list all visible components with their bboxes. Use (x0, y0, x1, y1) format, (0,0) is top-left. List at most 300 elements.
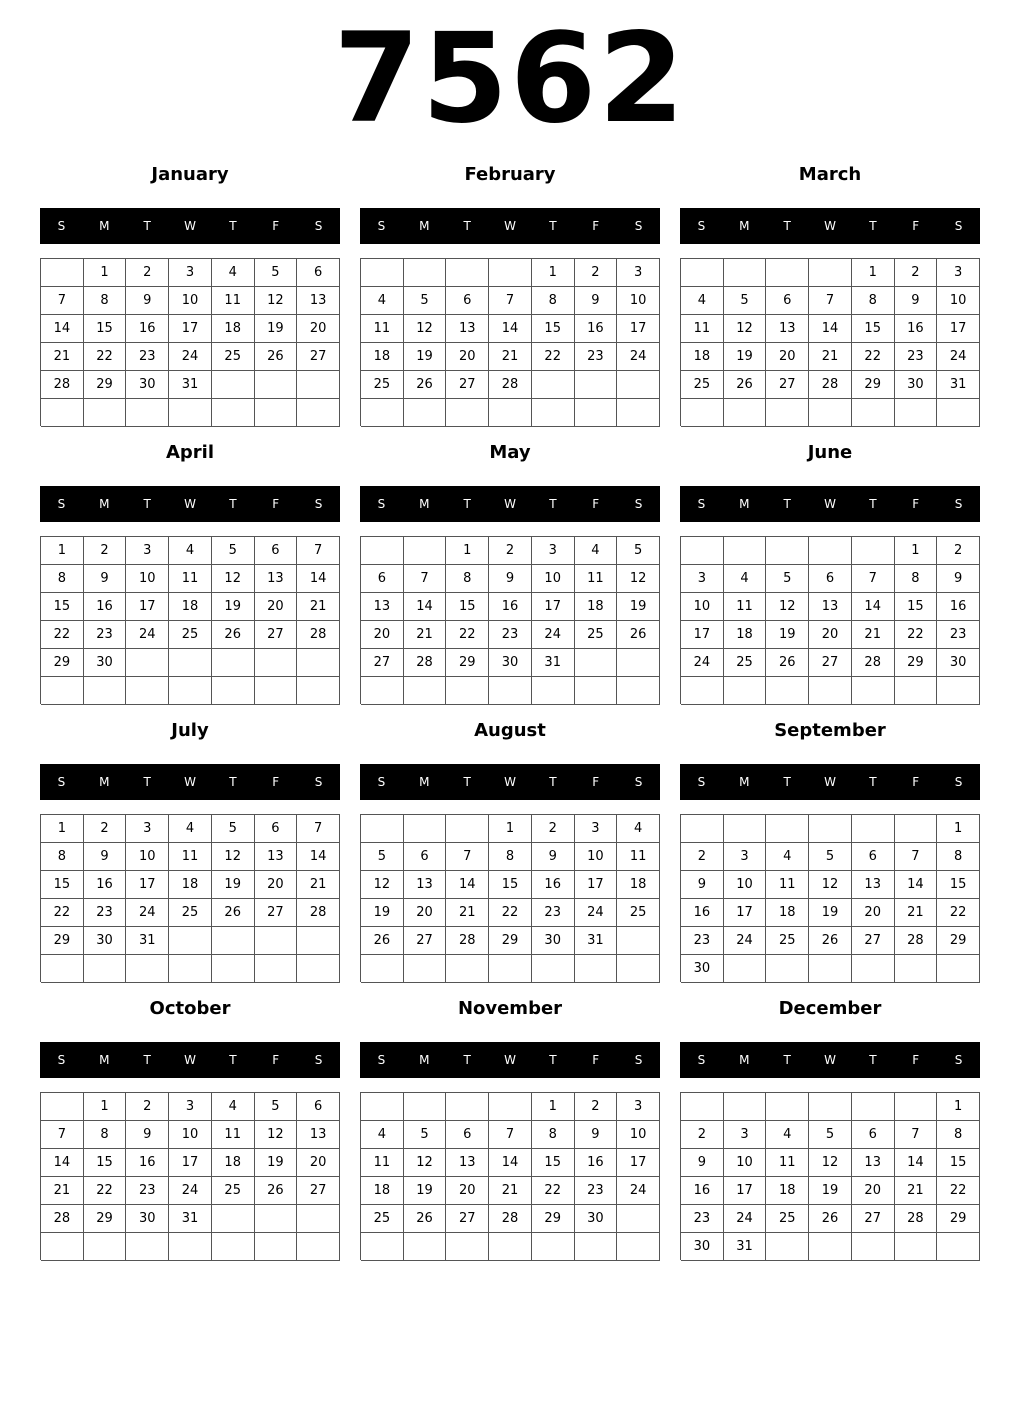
empty-cell (681, 537, 724, 565)
day-cell: 9 (575, 1121, 618, 1149)
day-cell: 18 (361, 1177, 404, 1205)
empty-cell (212, 677, 255, 705)
day-cell: 24 (724, 1205, 767, 1233)
day-cell: 27 (852, 1205, 895, 1233)
weekday-header (680, 764, 980, 800)
day-cell: 1 (446, 537, 489, 565)
day-cell: 10 (681, 593, 724, 621)
day-grid (360, 258, 660, 426)
weekday-label: S (634, 219, 643, 233)
weekday-label: F (272, 775, 280, 789)
day-cell: 9 (532, 843, 575, 871)
day-cell: 25 (169, 621, 212, 649)
day-cell: 25 (212, 343, 255, 371)
day-cell: 4 (212, 259, 255, 287)
day-cell: 17 (532, 593, 575, 621)
empty-cell (809, 955, 852, 983)
day-cell: 14 (489, 315, 532, 343)
month-name: December (778, 998, 882, 1019)
day-cell: 9 (681, 1149, 724, 1177)
day-cell: 12 (617, 565, 660, 593)
month-august (360, 718, 660, 988)
weekday-label: T (143, 775, 151, 789)
day-cell: 13 (255, 843, 298, 871)
day-cell: 13 (446, 315, 489, 343)
day-cell: 5 (809, 1121, 852, 1149)
day-cell: 16 (126, 1149, 169, 1177)
empty-cell (766, 815, 809, 843)
day-cell: 10 (126, 843, 169, 871)
weekday-label: T (869, 775, 877, 789)
day-cell: 10 (617, 1121, 660, 1149)
day-cell: 7 (446, 843, 489, 871)
weekday-label: M (419, 497, 430, 511)
day-cell: 15 (489, 871, 532, 899)
empty-cell (126, 1233, 169, 1261)
empty-cell (532, 677, 575, 705)
empty-cell (532, 955, 575, 983)
day-cell: 13 (297, 1121, 340, 1149)
month-april (40, 440, 340, 710)
weekday-label: S (954, 1053, 963, 1067)
day-cell: 26 (255, 1177, 298, 1205)
day-cell: 19 (404, 1177, 447, 1205)
weekday-label: T (463, 219, 471, 233)
empty-cell (489, 1093, 532, 1121)
day-cell: 26 (404, 1205, 447, 1233)
empty-cell (724, 399, 767, 427)
day-cell: 18 (169, 871, 212, 899)
day-cell: 7 (809, 287, 852, 315)
day-cell: 13 (766, 315, 809, 343)
empty-cell (212, 1205, 255, 1233)
empty-cell (84, 955, 127, 983)
weekday-label: S (377, 775, 386, 789)
empty-cell (617, 371, 660, 399)
day-cell: 18 (361, 343, 404, 371)
month-september (680, 718, 980, 988)
weekday-header (680, 486, 980, 522)
day-cell: 15 (532, 1149, 575, 1177)
weekday-label: T (143, 1053, 151, 1067)
weekday-label: W (824, 497, 836, 511)
day-cell: 27 (297, 1177, 340, 1205)
day-cell: 8 (41, 843, 84, 871)
empty-cell (724, 259, 767, 287)
month-november (360, 996, 660, 1266)
day-cell: 16 (937, 593, 980, 621)
day-cell: 4 (766, 1121, 809, 1149)
day-cell: 7 (297, 815, 340, 843)
day-cell: 4 (724, 565, 767, 593)
day-cell: 27 (852, 927, 895, 955)
day-cell: 10 (126, 565, 169, 593)
day-cell: 23 (84, 621, 127, 649)
day-cell: 26 (361, 927, 404, 955)
day-grid (360, 814, 660, 982)
empty-cell (724, 537, 767, 565)
day-cell: 26 (724, 371, 767, 399)
day-cell: 8 (489, 843, 532, 871)
empty-cell (361, 399, 404, 427)
day-cell: 1 (84, 259, 127, 287)
empty-cell (404, 677, 447, 705)
empty-cell (724, 955, 767, 983)
day-cell: 25 (212, 1177, 255, 1205)
month-name: July (171, 720, 209, 741)
day-cell: 4 (681, 287, 724, 315)
empty-cell (41, 677, 84, 705)
weekday-label: W (184, 1053, 196, 1067)
day-cell: 22 (532, 1177, 575, 1205)
weekday-label: T (783, 497, 791, 511)
empty-cell (255, 927, 298, 955)
day-cell: 11 (575, 565, 618, 593)
weekday-label: T (869, 219, 877, 233)
empty-cell (361, 815, 404, 843)
day-cell: 20 (446, 1177, 489, 1205)
day-cell: 5 (404, 1121, 447, 1149)
day-cell: 1 (84, 1093, 127, 1121)
empty-cell (212, 371, 255, 399)
day-cell: 7 (489, 1121, 532, 1149)
day-cell: 18 (766, 899, 809, 927)
empty-cell (297, 677, 340, 705)
weekday-label: S (634, 775, 643, 789)
weekday-label: T (783, 219, 791, 233)
day-cell: 22 (84, 1177, 127, 1205)
day-cell: 7 (41, 287, 84, 315)
day-cell: 30 (937, 649, 980, 677)
weekday-label: W (504, 1053, 516, 1067)
day-cell: 13 (852, 1149, 895, 1177)
empty-cell (809, 677, 852, 705)
day-cell: 15 (41, 871, 84, 899)
weekday-label: M (739, 1053, 750, 1067)
day-cell: 23 (937, 621, 980, 649)
day-cell: 21 (489, 343, 532, 371)
empty-cell (41, 955, 84, 983)
day-cell: 12 (255, 1121, 298, 1149)
empty-cell (446, 399, 489, 427)
day-cell: 29 (895, 649, 938, 677)
empty-cell (446, 1233, 489, 1261)
day-cell: 7 (895, 843, 938, 871)
weekday-label: M (419, 1053, 430, 1067)
day-cell: 28 (809, 371, 852, 399)
day-cell: 6 (446, 1121, 489, 1149)
empty-cell (766, 1093, 809, 1121)
empty-cell (575, 955, 618, 983)
day-cell: 23 (681, 927, 724, 955)
day-cell: 10 (169, 1121, 212, 1149)
month-may (360, 440, 660, 710)
day-cell: 23 (575, 1177, 618, 1205)
day-cell: 27 (255, 899, 298, 927)
day-cell: 11 (766, 871, 809, 899)
day-cell: 19 (724, 343, 767, 371)
day-cell: 9 (937, 565, 980, 593)
empty-cell (169, 927, 212, 955)
empty-cell (255, 371, 298, 399)
weekday-label: M (99, 1053, 110, 1067)
day-cell: 13 (809, 593, 852, 621)
day-cell: 2 (575, 1093, 618, 1121)
weekday-label: W (184, 497, 196, 511)
day-cell: 24 (169, 1177, 212, 1205)
day-cell: 20 (809, 621, 852, 649)
empty-cell (255, 677, 298, 705)
empty-cell (255, 1205, 298, 1233)
day-cell: 11 (681, 315, 724, 343)
day-cell: 8 (937, 1121, 980, 1149)
day-cell: 26 (212, 621, 255, 649)
empty-cell (212, 955, 255, 983)
empty-cell (895, 1233, 938, 1261)
day-grid (680, 536, 980, 704)
empty-cell (895, 955, 938, 983)
day-cell: 19 (404, 343, 447, 371)
day-cell: 10 (617, 287, 660, 315)
day-cell: 24 (575, 899, 618, 927)
day-cell: 10 (937, 287, 980, 315)
weekday-label: T (229, 219, 237, 233)
day-cell: 31 (169, 1205, 212, 1233)
day-cell: 4 (617, 815, 660, 843)
day-cell: 16 (532, 871, 575, 899)
day-cell: 25 (681, 371, 724, 399)
day-cell: 8 (895, 565, 938, 593)
weekday-header (360, 208, 660, 244)
day-cell: 3 (126, 537, 169, 565)
day-cell: 3 (937, 259, 980, 287)
day-cell: 17 (126, 593, 169, 621)
day-cell: 7 (852, 565, 895, 593)
day-cell: 29 (532, 1205, 575, 1233)
day-cell: 9 (681, 871, 724, 899)
empty-cell (404, 399, 447, 427)
empty-cell (361, 677, 404, 705)
empty-cell (724, 677, 767, 705)
day-cell: 22 (446, 621, 489, 649)
empty-cell (41, 1093, 84, 1121)
empty-cell (681, 815, 724, 843)
day-cell: 29 (41, 927, 84, 955)
day-cell: 23 (532, 899, 575, 927)
empty-cell (361, 259, 404, 287)
empty-cell (681, 1093, 724, 1121)
empty-cell (212, 1233, 255, 1261)
day-cell: 5 (404, 287, 447, 315)
day-cell: 4 (212, 1093, 255, 1121)
day-cell: 4 (169, 815, 212, 843)
empty-cell (446, 955, 489, 983)
day-cell: 9 (84, 843, 127, 871)
month-name: August (474, 720, 546, 741)
weekday-label: T (549, 1053, 557, 1067)
month-name: February (464, 164, 556, 185)
day-cell: 21 (297, 593, 340, 621)
day-cell: 21 (41, 1177, 84, 1205)
day-cell: 25 (169, 899, 212, 927)
empty-cell (446, 259, 489, 287)
empty-cell (126, 677, 169, 705)
weekday-header (40, 208, 340, 244)
day-cell: 17 (617, 315, 660, 343)
weekday-label: S (634, 1053, 643, 1067)
empty-cell (84, 1233, 127, 1261)
day-cell: 18 (169, 593, 212, 621)
day-grid (680, 814, 980, 982)
day-cell: 25 (766, 927, 809, 955)
weekday-label: S (954, 219, 963, 233)
day-grid (360, 536, 660, 704)
day-cell: 9 (126, 287, 169, 315)
day-cell: 28 (404, 649, 447, 677)
weekday-label: F (592, 1053, 600, 1067)
day-cell: 16 (681, 899, 724, 927)
day-cell: 6 (361, 565, 404, 593)
day-cell: 19 (766, 621, 809, 649)
weekday-header (40, 1042, 340, 1078)
weekday-label: T (783, 775, 791, 789)
day-cell: 2 (532, 815, 575, 843)
day-cell: 20 (361, 621, 404, 649)
day-cell: 29 (937, 1205, 980, 1233)
day-cell: 16 (575, 1149, 618, 1177)
empty-cell (575, 677, 618, 705)
day-grid (40, 814, 340, 982)
day-cell: 19 (255, 315, 298, 343)
empty-cell (297, 649, 340, 677)
day-cell: 15 (84, 1149, 127, 1177)
day-cell: 15 (84, 315, 127, 343)
day-cell: 22 (532, 343, 575, 371)
day-cell: 26 (809, 1205, 852, 1233)
month-july (40, 718, 340, 988)
empty-cell (937, 955, 980, 983)
weekday-label: F (912, 1053, 920, 1067)
day-cell: 14 (809, 315, 852, 343)
empty-cell (404, 259, 447, 287)
day-cell: 22 (84, 343, 127, 371)
day-cell: 29 (446, 649, 489, 677)
empty-cell (126, 955, 169, 983)
weekday-header (680, 1042, 980, 1078)
month-october (40, 996, 340, 1266)
day-cell: 23 (489, 621, 532, 649)
month-name: April (165, 442, 215, 463)
weekday-label: T (229, 775, 237, 789)
weekday-label: S (697, 775, 706, 789)
day-cell: 1 (937, 1093, 980, 1121)
day-cell: 6 (852, 843, 895, 871)
day-cell: 17 (937, 315, 980, 343)
empty-cell (404, 955, 447, 983)
day-cell: 24 (681, 649, 724, 677)
empty-cell (809, 815, 852, 843)
day-cell: 2 (895, 259, 938, 287)
day-cell: 11 (766, 1149, 809, 1177)
day-cell: 24 (937, 343, 980, 371)
day-cell: 4 (766, 843, 809, 871)
day-cell: 29 (84, 1205, 127, 1233)
day-cell: 8 (84, 287, 127, 315)
weekday-label: S (57, 497, 66, 511)
empty-cell (532, 371, 575, 399)
day-cell: 20 (766, 343, 809, 371)
empty-cell (297, 1205, 340, 1233)
day-cell: 18 (212, 315, 255, 343)
weekday-label: M (739, 497, 750, 511)
day-cell: 8 (937, 843, 980, 871)
weekday-label: W (184, 219, 196, 233)
empty-cell (766, 259, 809, 287)
day-cell: 29 (852, 371, 895, 399)
day-cell: 12 (809, 871, 852, 899)
empty-cell (895, 815, 938, 843)
day-cell: 21 (852, 621, 895, 649)
day-cell: 30 (84, 649, 127, 677)
day-cell: 23 (126, 343, 169, 371)
day-cell: 13 (361, 593, 404, 621)
day-cell: 24 (617, 1177, 660, 1205)
day-cell: 1 (532, 1093, 575, 1121)
weekday-header (40, 486, 340, 522)
empty-cell (937, 1233, 980, 1261)
day-cell: 16 (126, 315, 169, 343)
day-cell: 6 (809, 565, 852, 593)
day-cell: 28 (41, 371, 84, 399)
weekday-label: S (57, 1053, 66, 1067)
empty-cell (852, 955, 895, 983)
weekday-label: F (912, 219, 920, 233)
day-cell: 19 (617, 593, 660, 621)
day-cell: 10 (724, 871, 767, 899)
day-cell: 24 (724, 927, 767, 955)
day-cell: 23 (681, 1205, 724, 1233)
empty-cell (575, 1233, 618, 1261)
empty-cell (404, 1233, 447, 1261)
day-cell: 27 (446, 371, 489, 399)
day-cell: 26 (766, 649, 809, 677)
weekday-label: S (314, 219, 323, 233)
day-cell: 14 (446, 871, 489, 899)
empty-cell (212, 927, 255, 955)
day-cell: 3 (169, 1093, 212, 1121)
empty-cell (255, 649, 298, 677)
empty-cell (489, 1233, 532, 1261)
day-cell: 31 (126, 927, 169, 955)
day-grid (40, 258, 340, 426)
weekday-label: W (504, 497, 516, 511)
empty-cell (169, 649, 212, 677)
day-cell: 27 (809, 649, 852, 677)
day-cell: 5 (724, 287, 767, 315)
day-cell: 2 (126, 1093, 169, 1121)
day-cell: 22 (937, 1177, 980, 1205)
month-name: January (151, 164, 229, 185)
day-cell: 25 (766, 1205, 809, 1233)
day-cell: 15 (41, 593, 84, 621)
empty-cell (255, 955, 298, 983)
weekday-header (680, 208, 980, 244)
day-cell: 20 (255, 593, 298, 621)
day-cell: 14 (404, 593, 447, 621)
weekday-label: T (549, 775, 557, 789)
month-name: November (457, 998, 563, 1019)
day-cell: 12 (212, 565, 255, 593)
